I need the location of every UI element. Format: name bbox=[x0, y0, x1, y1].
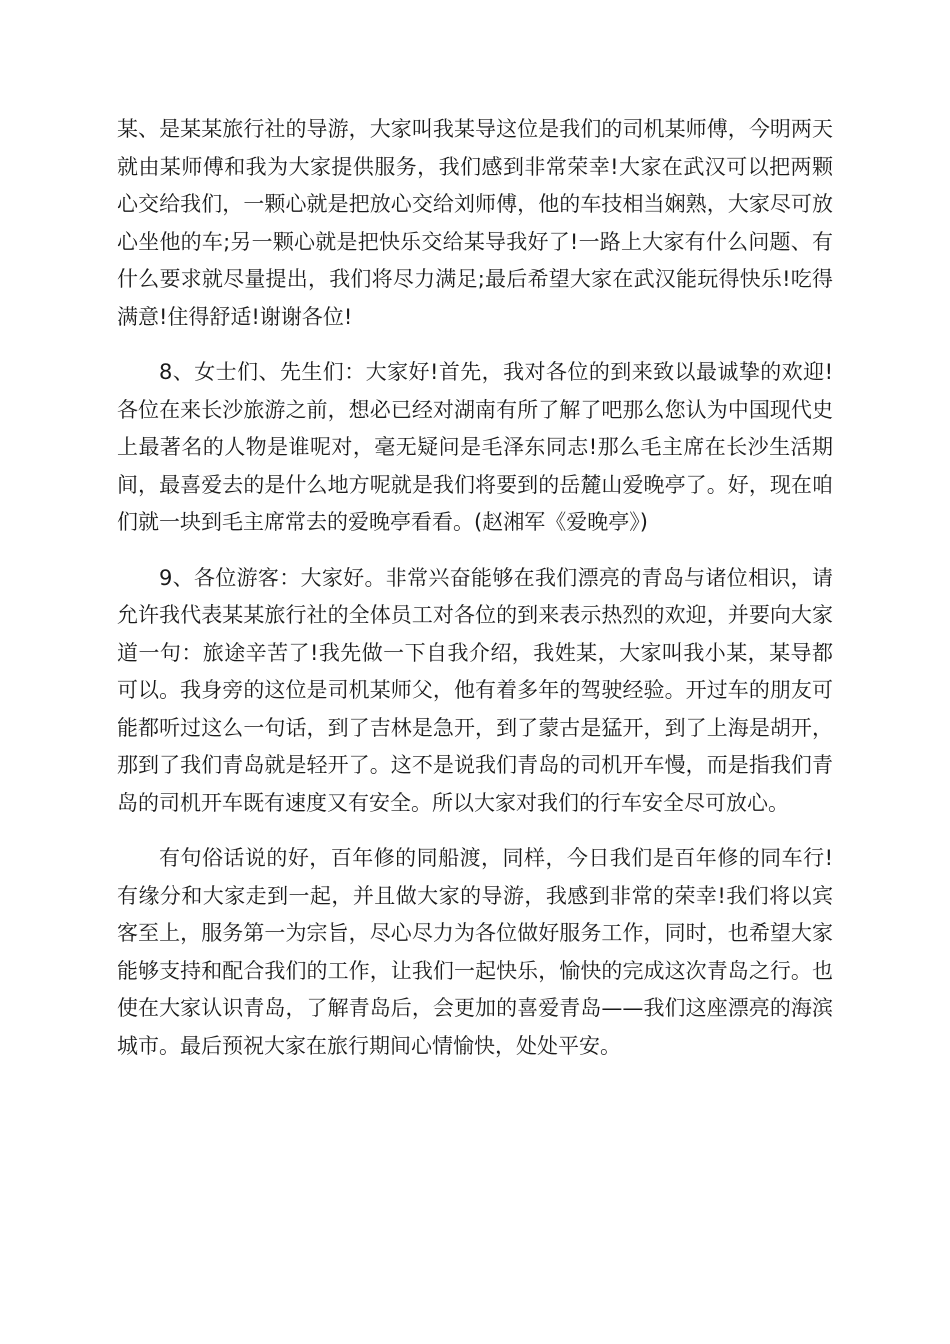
document-body bbox=[117, 111, 833, 1083]
paragraph-qingdao-closing: 有句俗话说的好，百年修的同船渡，同样，今日我们是百年修的同车行!有缘分和大家走到一起，并且做大家的导游，我感到非常的荣幸!我们将以宾客至上，服务第一为宗旨，尽心尽力为各位做好服务工作，同时，也希望大家能够支持和配合我们的工作，让我们一起快乐，愉快的完成这次青岛之行。也使在大家认识青岛，了解青岛后，会更加的喜爱青岛——我们这座漂亮的海滨城市。最后预祝大家在旅行期间心情愉快，处处平安。 bbox=[117, 846, 833, 1058]
paragraph-changsha-welcome: 8、女士们、先生们：大家好!首先，我对各位的到来致以最诚挚的欢迎!各位在来长沙旅游之前，想必已经对湖南有所了解了吧那么您认为中国现代史上最著名的人物是谁呢对，毫无疑问是毛泽东同志!那么毛主席在长沙生活期间，最喜爱去的是什么地方呢就是我们将要到的岳麓山爱晚亭了。好，现在咱们就一块到毛主席常去的爱晚亭看看。(赵湘军《爱晚亭》) bbox=[117, 360, 833, 534]
paragraph-qingdao-welcome: 9、各位游客：大家好。非常兴奋能够在我们漂亮的青岛与诸位相识，请允许我代表某某旅行社的全体员工对各位的到来表示热烈的欢迎，并要向大家道一句：旅途辛苦了!我先做一下自我介绍，我姓某，大家叫我小某，某导都可以。我身旁的这位是司机某师父，他有着多年的驾驶经验。开过车的朋友可能都听过这么一句话，到了吉林是急开，到了蒙古是猛开，到了上海是胡开，那到了我们青岛就是轻开了。这不是说我们青岛的司机开车慢，而是指我们青岛的司机开车既有速度又有安全。所以大家对我们的行车安全尽可放心。 bbox=[117, 565, 833, 815]
paragraph-wuhan-intro: 某、是某某旅行社的导游，大家叫我某导这位是我们的司机某师傅，今明两天就由某师傅和我为大家提供服务，我们感到非常荣幸!大家在武汉可以把两颗心交给我们，一颗心就是把放心交给刘师傅，他的车技相当娴熟，大家尽可放心坐他的车;另一颗心就是把快乐交给某导我好了!一路上大家有什么问题、有什么要求就尽量提出，我们将尽力满足;最后希望大家在武汉能玩得快乐!吃得满意!住得舒适!谢谢各位! bbox=[117, 117, 833, 329]
